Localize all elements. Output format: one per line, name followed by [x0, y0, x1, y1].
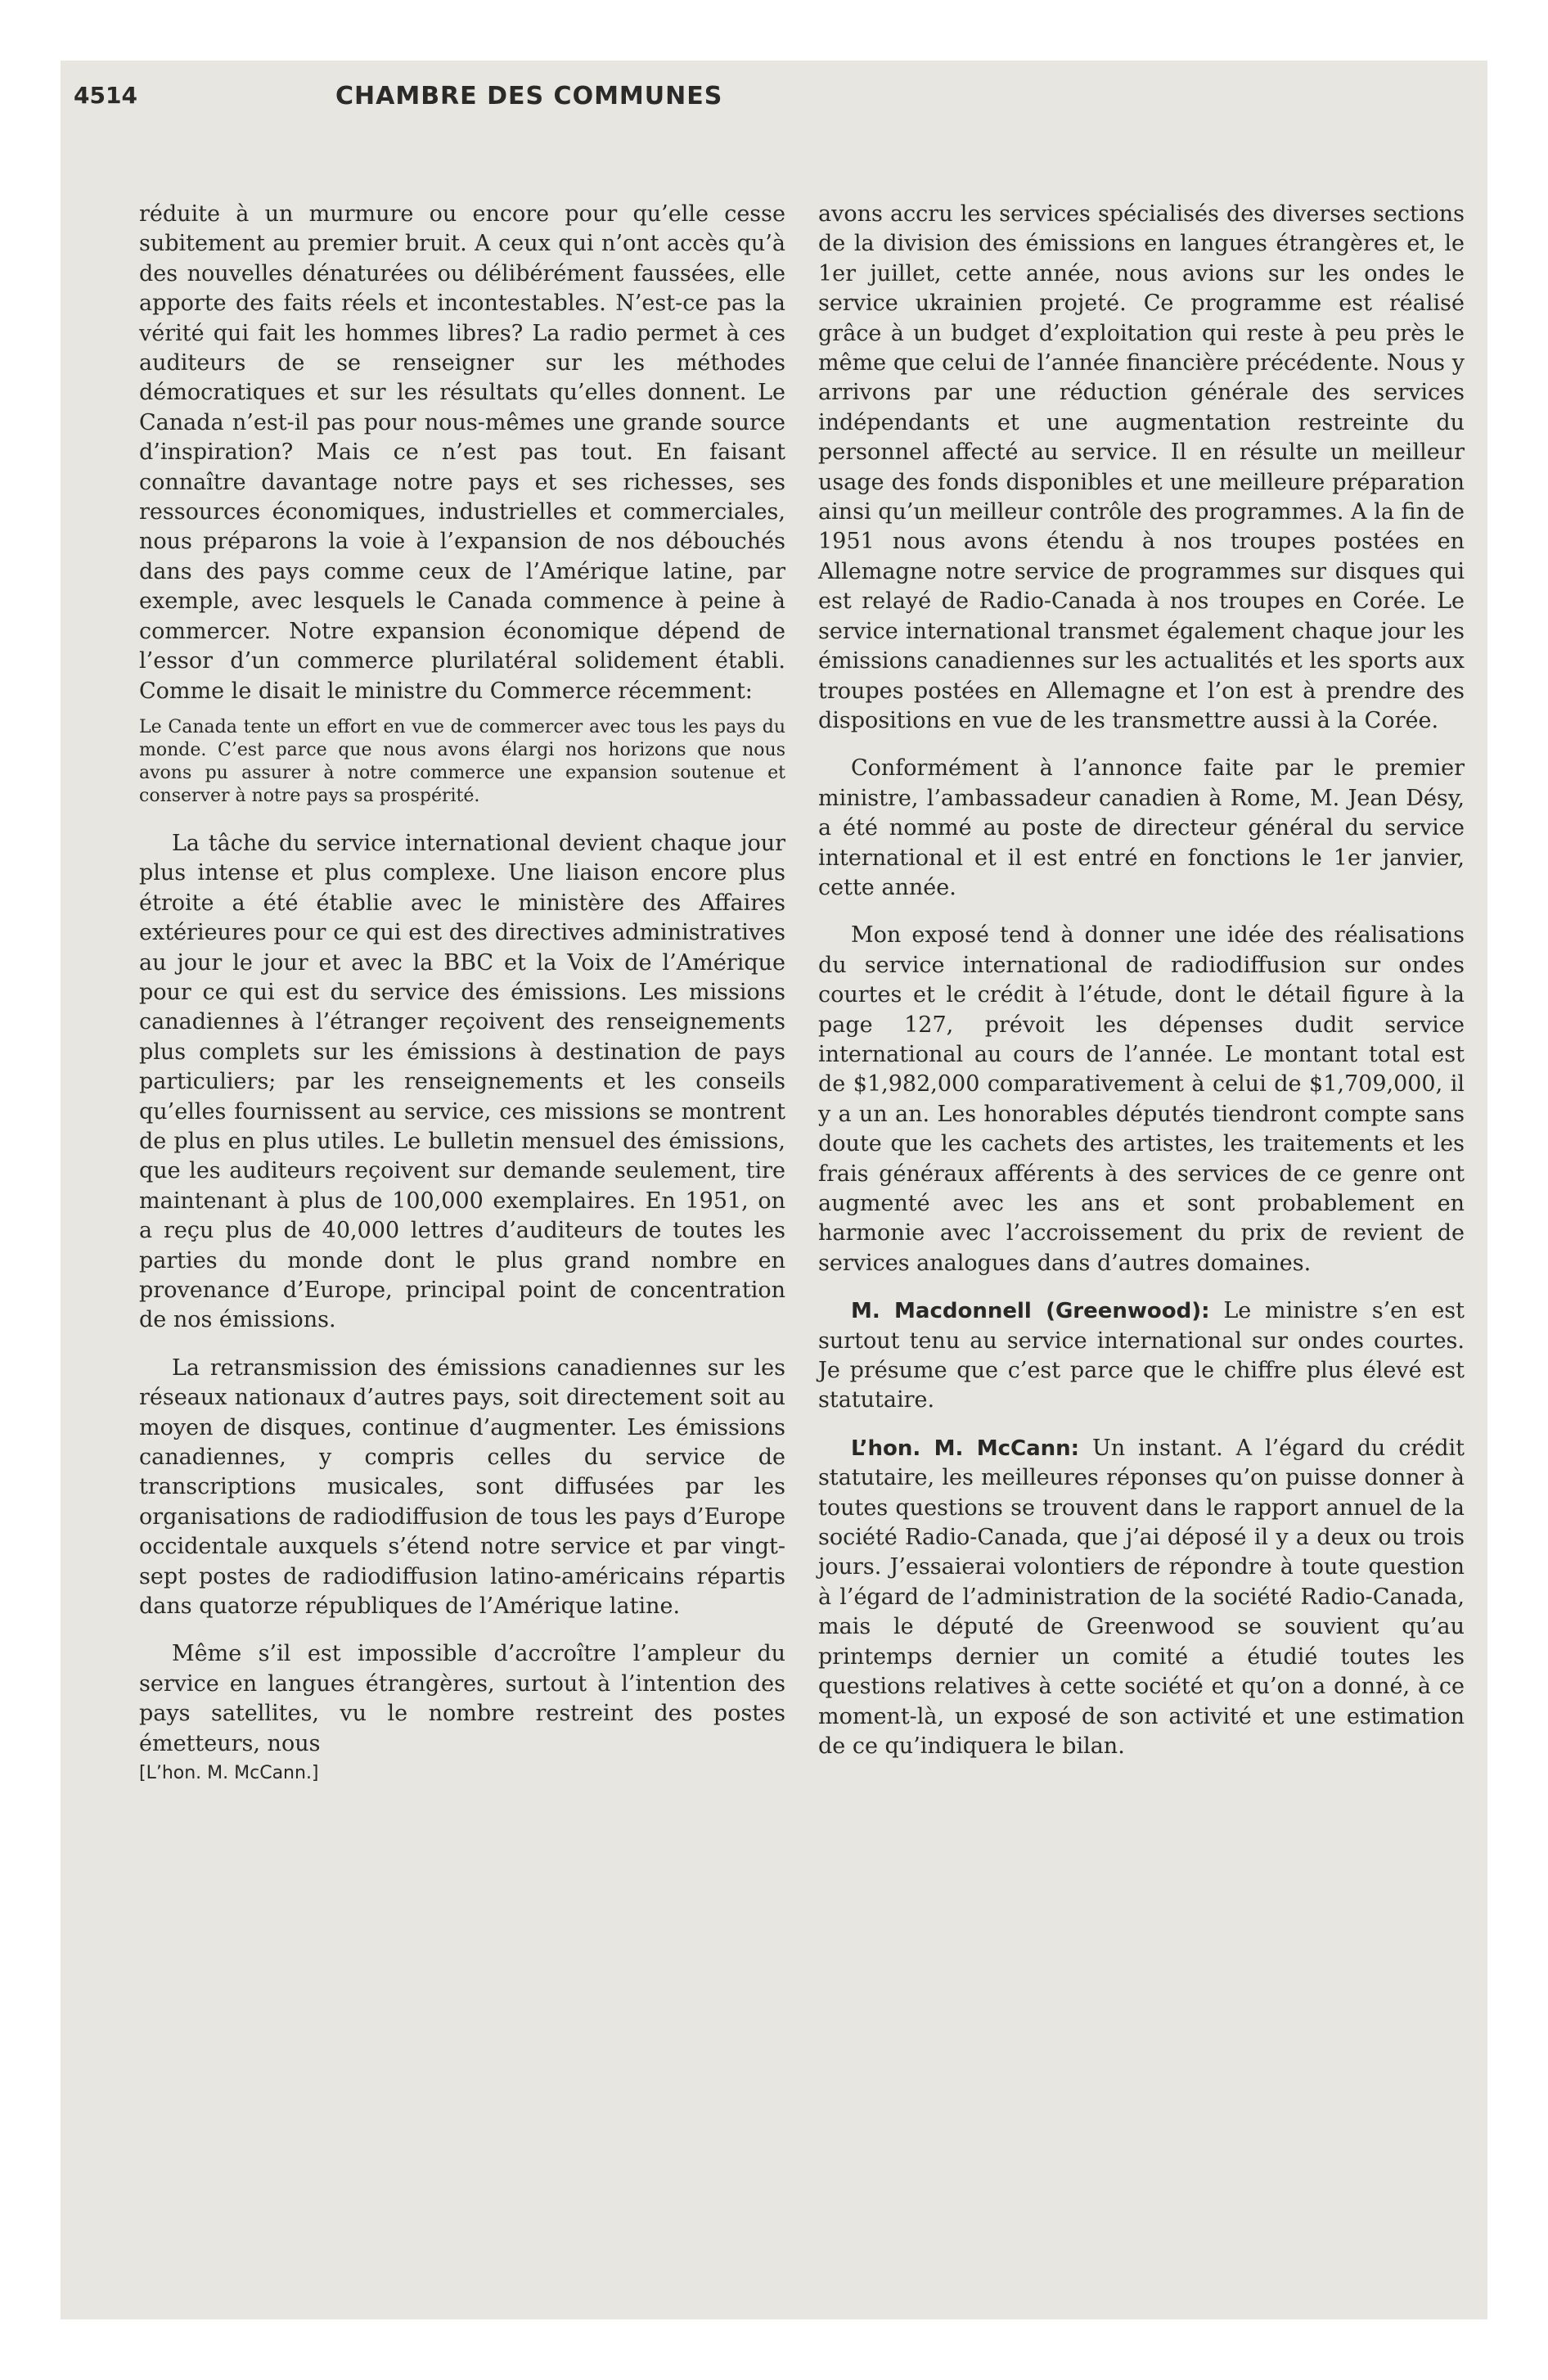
- paragraph: Mon exposé tend à donner une idée des réalisations du service international de radiodiffusion sur ondes courtes et le crédit à l’étude, dont le détail figure à la page 127, prévoit les dépenses dudit service international au cours de l’année. Le montant total est de $1,982,000 comparativement à celui de $1,709,000, il y a un an. Les honorables députés tiendront compte sans doute que les cachets des artistes, les traitements et les frais généraux afférents à des services de ce genre ont augmenté avec les ans et sont probablement en harmonie avec l’accroissement du prix de revient de services analogues dans d’autres domaines.: [818, 922, 1465, 1276]
- speaker-name: L’hon. M. McCann:: [851, 1436, 1080, 1461]
- paragraph: Conformément à l’annonce faite par le premier ministre, l’ambassadeur canadien à Rome, M. Jean Désy, a été nommé au poste de directeur général du service international et il est entré en fonctions le 1er janvier, cette année.: [818, 755, 1465, 900]
- paragraph: Même s’il est impossible d’accroître l’ampleur du service en langues étrangères, surtout à l’intention des pays satellites, vu le nombre restreint des postes émetteurs, nous: [139, 1641, 785, 1756]
- speaker-footer: [L’hon. M. McCann.]: [139, 1763, 319, 1784]
- speech-text: Le ministre s’en est surtout tenu au service international sur ondes courtes. Je présume que c’est parce que le chiffre plus élevé est statutaire.: [818, 1298, 1465, 1413]
- speech-paragraph: [818, 1296, 1465, 1416]
- paragraph: La retransmission des émissions canadiennes sur les réseaux nationaux d’autres pays, soit directement soit au moyen de disques, continue d’augmenter. Les émissions canadiennes, y compris celles du service de transcriptions musicales, sont diffusées par les organisations de radiodiffusion de tous les pays d’Europe occidentale auxquels s’étend notre service et par vingt-sept postes de radiodiffusion latino-américains répartis dans quatorze républiques de l’Amérique latine.: [139, 1355, 785, 1620]
- left-column: [139, 200, 785, 2270]
- paragraph: La tâche du service international devient chaque jour plus intense et plus complexe. Une liaison encore plus étroite a été établie avec le ministère des Affaires extérieures pour ce qui est des directives administratives au jour le jour et avec la BBC et la Voix de l’Amérique pour ce qui est du service des émissions. Les missions canadiennes à l’étranger reçoivent des renseignements plus complets sur les émissions à destination de pays particuliers; par les renseignements et les conseils qu’elles fournissent au service, ces missions se montrent de plus en plus utiles. Le bulletin mensuel des émissions, que les auditeurs reçoivent sur demande seulement, tire maintenant à plus de 100,000 exemplaires. En 1951, on a reçu plus de 40,000 lettres d’auditeurs de toutes les parties du monde dont le plus grand nombre en provenance d’Europe, principal point de concentration de nos émissions.: [139, 830, 785, 1333]
- paragraph: réduite à un murmure ou encore pour qu’elle cesse subitement au premier bruit. A ceux qui n’ont accès qu’à des nouvelles dénaturées ou délibérément faussées, elle apporte des faits réels et incontestables. N’est-ce pas la vérité qui fait les hommes libres? La radio permet à ces auditeurs de se renseigner sur les méthodes démocratiques et sur les résultats qu’elles donnent. Le Canada n’est-il pas pour nous-mêmes une grande source d’inspiration? Mais ce n’est pas tout. En faisant connaître davantage notre pays et ses richesses, ses ressources économiques, industrielles et commerciales, nous préparons la voie à l’expansion de nos débouchés dans des pays comme ceux de l’Amérique latine, par exemple, avec lesquels le Canada commence à peine à commercer. Notre expansion économique dépend de l’essor d’un commerce plurilatéral solidement établi. Comme le disait le ministre du Commerce récemment:: [139, 201, 785, 704]
- running-title: CHAMBRE DES COMMUNES: [335, 82, 723, 110]
- speech-text: Un instant. A l’égard du crédit statutaire, les meilleures réponses qu’on puisse donner à toutes questions se trouvent dans le rapport annuel de la société Radio-Canada, que j’ai déposé il y a deux ou trois jours. J’essaierai volontiers de répondre à toute question à l’égard de l’administration de la société Radio-Canada, mais le député de Greenwood se souvient qu’au printemps dernier un comité a étudié toutes les questions relatives à cette société et qu’on a donné, à ce moment-là, un exposé de son activité et une estimation de ce qu’indiquera le bilan.: [818, 1435, 1465, 1759]
- page-header: [74, 82, 1375, 131]
- right-column: [818, 200, 1465, 2270]
- page-number: 4514: [74, 82, 137, 109]
- speech-paragraph: [818, 1434, 1465, 1761]
- quote-text: Le Canada tente un effort en vue de commercer avec tous les pays du monde. C’est parce que nous avons élargi nos horizons que nous avons pu assurer à notre commerce une expansion soutenue et conserver à notre pays sa prospérité.: [139, 716, 785, 806]
- speaker-name: M. Macdonnell (Greenwood):: [851, 1299, 1210, 1324]
- block-quote: [139, 716, 785, 808]
- paragraph: avons accru les services spécialisés des diverses sections de la division des émissions en langues étrangères et, le 1er juillet, cette année, nous avions sur les ondes le service ukrainien projeté. Ce programme est réalisé grâce à un budget d’exploitation qui reste à peu près le même que celui de l’année financière précédente. Nous y arrivons par une réduction générale des services indépendants et une augmentation restreinte du personnel affecté au service. Il en résulte un meilleur usage des fonds disponibles et une meilleure préparation ainsi qu’un meilleur contrôle des programmes. A la fin de 1951 nous avons étendu à nos troupes postées en Allemagne notre service de programmes sur disques qui est relayé de Radio-Canada à nos troupes en Corée. Le service international transmet également chaque jour les émissions canadiennes sur les actualités et les sports aux troupes postées en Allemagne et l’on est à prendre des dispositions en vue de les transmettre aussi à la Corée.: [818, 201, 1465, 733]
